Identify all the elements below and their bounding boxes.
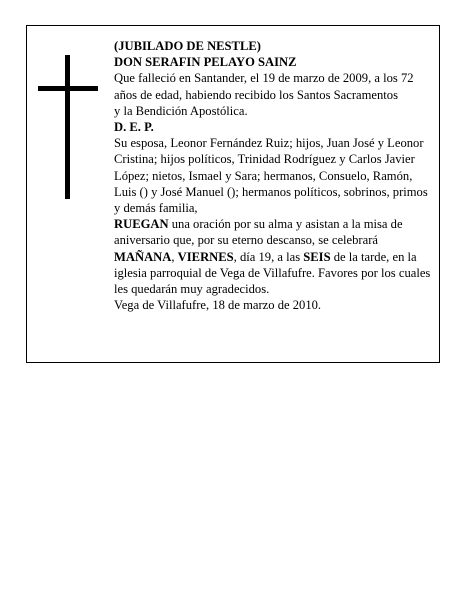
- closing-text: de la tarde, en la iglesia parroquial de Vega de Villafufre. Favores por los cuales les quedarán muy agradecidos.: [114, 249, 431, 297]
- latin-cross-icon: [38, 55, 98, 199]
- deceased-name: DON SERAFIN PELAYO SAINZ: [114, 55, 297, 70]
- dep-line: D. E. P.: [114, 120, 154, 135]
- blessing-line: y la Bendición Apostólica.: [114, 103, 248, 118]
- comma-separator: ,: [171, 249, 178, 264]
- request-text: una oración por su alma y asistan a la misa de aniversario que, por su eterno descanso, se celebrará: [114, 217, 403, 248]
- cross-vertical-bar: [65, 55, 70, 199]
- header-line: (JUBILADO DE NESTLE): [114, 39, 261, 53]
- date-text: , día 19, a las: [233, 249, 304, 264]
- notice-text: [114, 38, 436, 313]
- cross-horizontal-bar: [38, 86, 98, 91]
- request-bold: RUEGAN: [114, 217, 169, 232]
- hour-bold: SEIS: [303, 249, 331, 264]
- request-paragraph: [114, 216, 436, 297]
- intro-paragraph: Que falleció en Santander, el 19 de marzo de 2009, a los 72 años de edad, habiendo recibido los Santos Sacramentos: [114, 71, 414, 102]
- day-bold-2: VIERNES: [177, 249, 234, 264]
- family-paragraph: Su esposa, Leonor Fernández Ruiz; hijos, Juan José y Leonor Cristina; hijos políticos, Trinidad Rodríguez y Carlos Javier López; nietos, Ismael y Sara; hermanos, Consuelo, Ramón, Luis () y José Manuel (); hermanos políticos, sobrinos, primos y demás familia,: [114, 136, 428, 216]
- place-date-line: Vega de Villafufre, 18 de marzo de 2010.: [114, 298, 322, 313]
- day-bold-1: MAÑANA: [114, 249, 172, 264]
- obituary-notice: [26, 25, 440, 363]
